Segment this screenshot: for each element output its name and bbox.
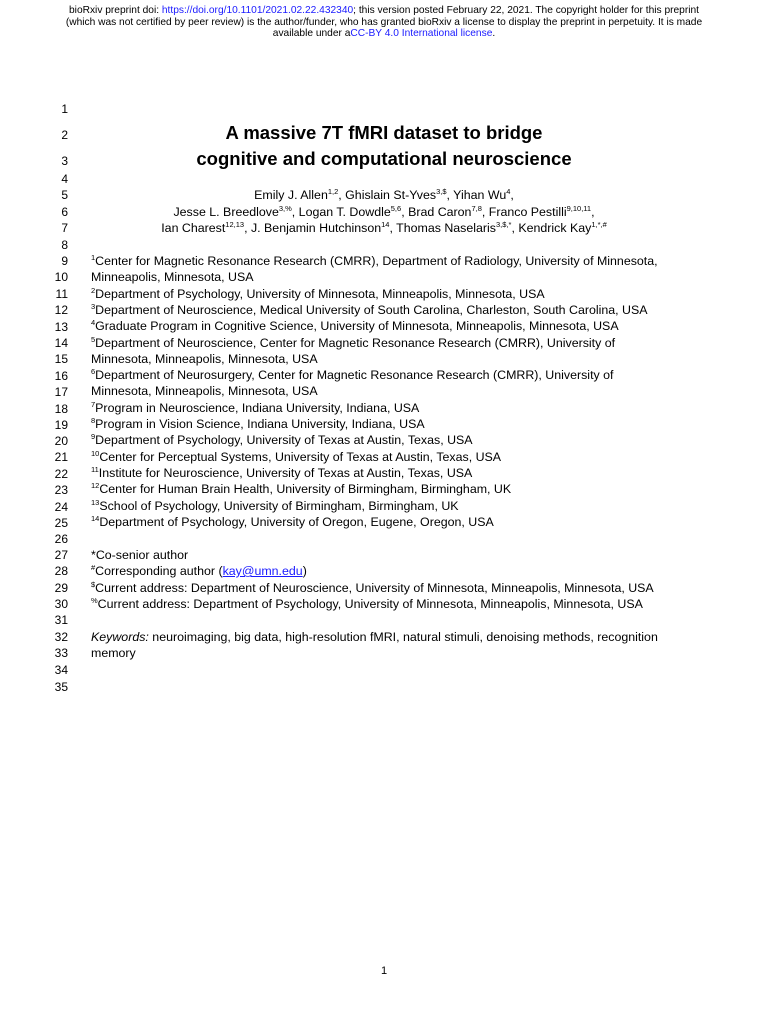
keywords-line-1: Keywords: neuroimaging, big data, high-resolution fMRI, natural stimuli, denoising methods, recognition [91, 630, 658, 644]
affiliation-line: $^8$Program in Vision Science, Indiana University, Indiana, USA [91, 416, 425, 431]
line-number: 12 [54, 303, 68, 317]
line-number: 30 [54, 597, 68, 611]
line-number: 15 [54, 352, 68, 366]
affiliation-line: $^{14}$Department of Psychology, University of Oregon, Eugene, Oregon, USA [91, 513, 494, 529]
author-line-2: Jesse L. Breedlove$^{3,\%}$, Logan T. Dowdle$^{5,6}$, Brad Caron$^{7,8}$, Franco Pestilli$^{9,10,11}$, [173, 204, 595, 219]
affiliation-line: $^6$Department of Neurosurgery, Center for Magnetic Resonance Research (CMRR), University of [91, 367, 614, 383]
affiliation-line: $^{13}$School of Psychology, University of Birmingham, Birmingham, UK [91, 497, 459, 513]
line-number: 29 [54, 581, 68, 595]
line-number: 8 [61, 238, 68, 252]
line-number: 32 [54, 630, 68, 644]
affiliation-line: $^3$Department of Neuroscience, Medical University of South Carolina, Charleston, South Carolina, USA [91, 301, 648, 317]
affiliation-line: $^{10}$Center for Perceptual Systems, University of Texas at Austin, Texas, USA [91, 448, 502, 464]
keywords-label: Keywords: [91, 630, 149, 644]
line-number: 9 [61, 254, 68, 268]
preprint-header [0, 5, 768, 40]
co-senior-note: *Co-senior author [91, 548, 189, 562]
line-number: 28 [54, 564, 68, 578]
page-number: 1 [380, 965, 388, 977]
line-number: 5 [61, 188, 68, 202]
current-address-note-1: $Current address: Department of Neuroscience, University of Minnesota, Minneapolis, Minnesota, USA [91, 580, 654, 595]
line-number: 2 [61, 128, 68, 142]
line-number: 11 [55, 287, 68, 301]
affiliation-line: $^5$Department of Neuroscience, Center for Magnetic Resonance Research (CMRR), University of [91, 334, 616, 350]
line-number: 31 [54, 613, 68, 627]
affiliation-line: $^2$Department of Psychology, University of Minnesota, Minneapolis, Minnesota, USA [91, 285, 545, 301]
keywords-line-2: memory [91, 646, 136, 660]
affiliation-line: $^7$Program in Neuroscience, Indiana University, Indiana, USA [91, 399, 420, 415]
affiliation-line: $^{12}$Center for Human Brain Health, University of Birmingham, Birmingham, UK [91, 481, 512, 497]
affiliation-line: Minneapolis, Minnesota, USA [91, 270, 254, 285]
line-number: 26 [54, 532, 68, 546]
line-number: 27 [54, 548, 68, 562]
line-number: 3 [61, 154, 68, 168]
line-number: 20 [54, 434, 68, 448]
line-number: 35 [54, 680, 68, 694]
line-number: 6 [61, 205, 68, 219]
header-line-1: bioRxiv preprint doi: https://doi.org/10.1101/2021.02.22.432340; this version posted February 22, 2021. The copyright holder for this preprint [69, 5, 699, 16]
line-number: 16 [54, 369, 68, 383]
author-line-3: Ian Charest$^{12,13}$, J. Benjamin Hutchinson$^{14}$, Thomas Naselaris$^{3,\$,*}$, Kendrick Kay$^{1,*,\#}$ [161, 220, 607, 235]
line-number: 10 [54, 270, 68, 284]
line-number: 34 [54, 663, 68, 677]
line-number: 13 [54, 320, 68, 334]
doi-link[interactable]: https://doi.org/10.1101/2021.02.22.432340 [161, 5, 354, 16]
line-number: 25 [54, 516, 68, 530]
line-number: 7 [61, 221, 68, 235]
affiliation-line: Minnesota, Minneapolis, Minnesota, USA [91, 384, 318, 399]
header-line-2: (which was not certified by peer review) is the author/funder, who has granted bioRxiv a license to display the preprint in perpetuity. It is made [65, 16, 703, 28]
paper-title-line-2: cognitive and computational neuroscience [196, 148, 572, 169]
affiliation-line: $^1$Center for Magnetic Resonance Research (CMRR), Department of Radiology, University of Minnesota, [91, 253, 658, 268]
email-link[interactable]: kay@umn.edu [222, 564, 303, 578]
line-number: 17 [54, 385, 68, 399]
line-number: 23 [54, 483, 68, 497]
line-number: 19 [54, 418, 68, 432]
line-number: 21 [54, 450, 68, 464]
license-link[interactable]: CC-BY 4.0 International license [350, 28, 493, 39]
corresponding-author-note: #Corresponding author (kay@umn.edu) [91, 563, 307, 578]
affiliation-line: Minnesota, Minneapolis, Minnesota, USA [91, 351, 318, 366]
paper-title-line-1: A massive 7T fMRI dataset to bridge [225, 122, 543, 143]
line-number: 24 [54, 500, 68, 514]
line-number: 1 [61, 102, 68, 116]
line-number: 18 [54, 402, 68, 416]
line-number: 22 [54, 467, 68, 481]
affiliation-line: $^9$Department of Psychology, University of Texas at Austin, Texas, USA [91, 432, 473, 448]
header-line-3: available under aCC-BY 4.0 International license. [272, 28, 496, 39]
affiliation-line: $^{11}$Institute for Neuroscience, University of Texas at Austin, Texas, USA [91, 464, 473, 480]
line-number: 14 [54, 336, 68, 350]
affiliation-line: $^4$Graduate Program in Cognitive Science, University of Minnesota, Minneapolis, Minnesota, USA [91, 318, 619, 334]
line-number: 4 [61, 172, 68, 186]
line-number: 33 [54, 646, 68, 660]
current-address-note-2: %Current address: Department of Psychology, University of Minnesota, Minneapolis, Minnesota, USA [91, 596, 643, 611]
author-line-1: Emily J. Allen$^{1,2}$, Ghislain St-Yves$^{3,\$}$, Yihan Wu$^4$, [254, 187, 514, 202]
